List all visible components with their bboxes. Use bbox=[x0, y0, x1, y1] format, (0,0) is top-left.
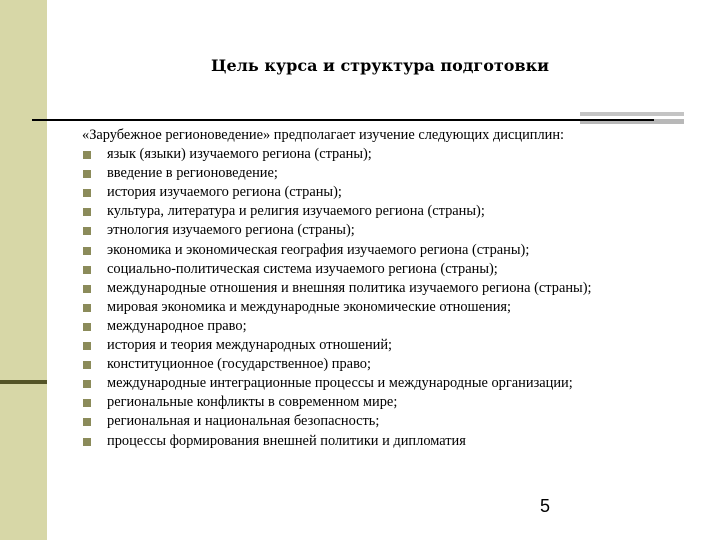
list-item bbox=[82, 164, 682, 183]
square-bullet-icon bbox=[83, 399, 91, 407]
square-bullet-icon bbox=[83, 208, 91, 216]
list-item-text: культура, литература и религия изучаемого региона (страны); bbox=[107, 203, 485, 220]
list-item-text: международные отношения и внешняя политика изучаемого региона (страны); bbox=[107, 279, 592, 296]
square-bullet-icon bbox=[83, 304, 91, 312]
square-bullet-icon bbox=[83, 438, 91, 446]
list-item bbox=[82, 374, 682, 393]
list-item-text: язык (языки) изучаемого региона (страны); bbox=[107, 146, 372, 163]
list-item bbox=[82, 298, 682, 317]
intro-text: «Зарубежное регионоведение» предполагает изучение следующих дисциплин: bbox=[82, 127, 565, 143]
square-bullet-icon bbox=[83, 342, 91, 350]
list-item-text: региональная и национальная безопасность; bbox=[107, 413, 380, 430]
slide-body bbox=[82, 126, 682, 451]
left-band-divider bbox=[0, 380, 47, 384]
list-item-text: международные интеграционные процессы и международные организации; bbox=[107, 375, 573, 392]
list-item-text: региональные конфликты в современном мире; bbox=[107, 394, 398, 411]
discipline-list bbox=[82, 145, 682, 451]
list-item bbox=[82, 393, 682, 412]
list-item bbox=[82, 355, 682, 374]
square-bullet-icon bbox=[83, 380, 91, 388]
decorative-rule-top bbox=[580, 112, 684, 116]
list-item bbox=[82, 260, 682, 279]
square-bullet-icon bbox=[83, 227, 91, 235]
list-item bbox=[82, 241, 682, 260]
list-item-text: введение в регионоведение; bbox=[107, 165, 278, 182]
list-item bbox=[82, 145, 682, 164]
list-item-text: мировая экономика и международные экономические отношения; bbox=[107, 298, 512, 315]
list-item bbox=[82, 279, 682, 298]
page-number: 5 bbox=[540, 496, 551, 516]
square-bullet-icon bbox=[83, 285, 91, 293]
title-divider-line bbox=[32, 119, 654, 121]
list-item bbox=[82, 336, 682, 355]
list-item bbox=[82, 432, 682, 451]
list-item-text: социально-политическая система изучаемого региона (страны); bbox=[107, 260, 498, 277]
list-item-text: процессы формирования внешней политики и дипломатия bbox=[107, 432, 466, 449]
list-item-text: экономика и экономическая география изучаемого региона (страны); bbox=[107, 241, 530, 258]
list-item bbox=[82, 317, 682, 336]
list-item bbox=[82, 412, 682, 431]
list-item bbox=[82, 183, 682, 202]
list-item-text: история и теория международных отношений; bbox=[107, 337, 393, 354]
square-bullet-icon bbox=[83, 323, 91, 331]
square-bullet-icon bbox=[83, 361, 91, 369]
left-decorative-band bbox=[0, 0, 47, 540]
list-item bbox=[82, 221, 682, 240]
square-bullet-icon bbox=[83, 189, 91, 197]
square-bullet-icon bbox=[83, 418, 91, 426]
square-bullet-icon bbox=[83, 151, 91, 159]
square-bullet-icon bbox=[83, 266, 91, 274]
slide-title: Цель курса и структура подготовки bbox=[210, 56, 550, 75]
list-item-text: история изучаемого региона (страны); bbox=[107, 184, 342, 201]
list-item-text: этнология изучаемого региона (страны); bbox=[107, 222, 355, 239]
square-bullet-icon bbox=[83, 170, 91, 178]
square-bullet-icon bbox=[83, 247, 91, 255]
list-item bbox=[82, 202, 682, 221]
list-item-text: международное право; bbox=[107, 317, 247, 334]
list-item-text: конституционное (государственное) право; bbox=[107, 356, 371, 373]
